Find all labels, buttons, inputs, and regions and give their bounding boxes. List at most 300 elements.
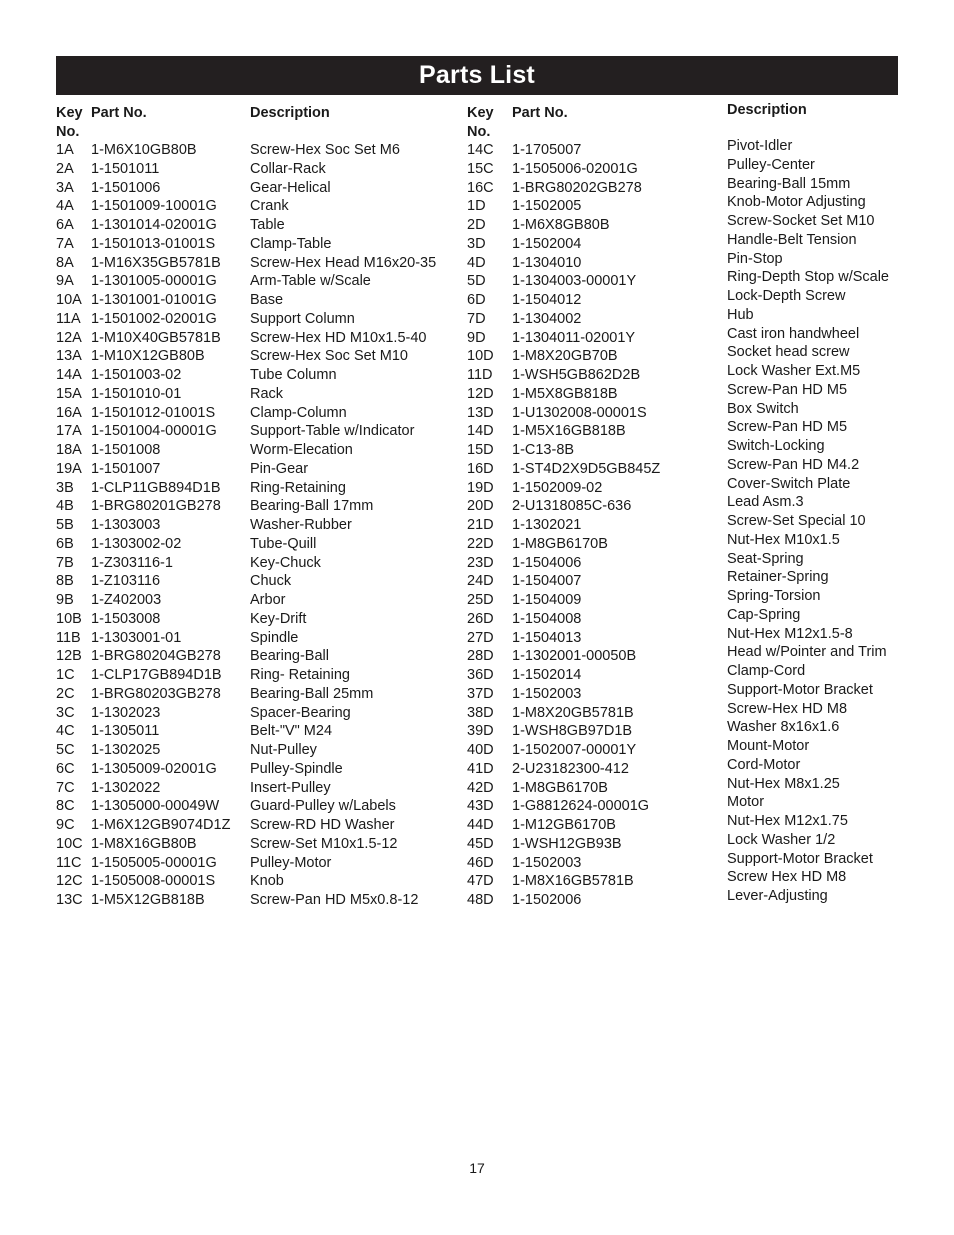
table-row bbox=[467, 816, 717, 835]
table-row bbox=[56, 685, 456, 704]
description: Screw-Socket Set M10 bbox=[727, 213, 875, 229]
description: Bearing-Ball bbox=[250, 648, 329, 665]
part-no: 1-1501012-01001S bbox=[91, 404, 216, 421]
table-row bbox=[467, 497, 717, 516]
description: Screw-Set M10x1.5-12 bbox=[250, 835, 398, 852]
key-no: 14D bbox=[467, 423, 494, 440]
title-bar bbox=[56, 56, 898, 95]
part-no: 1-1504009 bbox=[512, 592, 582, 608]
table-row bbox=[56, 704, 456, 723]
left-header-part-no: Part No. bbox=[91, 105, 147, 121]
description: Switch-Locking bbox=[727, 438, 825, 454]
part-no: 1-M8GB6170B bbox=[512, 535, 608, 552]
key-no: 6C bbox=[56, 760, 75, 777]
table-row bbox=[56, 497, 456, 516]
part-no: 1-M5X12GB818B bbox=[91, 892, 205, 908]
description: Arm-Table w/Scale bbox=[250, 273, 371, 290]
key-no: 11C bbox=[56, 854, 82, 871]
table-row bbox=[56, 835, 456, 854]
key-no: 12B bbox=[56, 648, 82, 665]
description: Nut-Pulley bbox=[250, 742, 317, 758]
part-no: 1-M5X16GB818B bbox=[512, 423, 626, 440]
key-no: 19D bbox=[467, 479, 494, 496]
part-no: 1-1504006 bbox=[512, 554, 582, 571]
part-no: 1-1501006 bbox=[91, 179, 161, 196]
description: Worm-Elecation bbox=[250, 442, 353, 458]
part-no: 1-Z402003 bbox=[91, 592, 162, 608]
part-no: 1-M8X20GB70B bbox=[512, 348, 618, 365]
part-no: 1-C13-8B bbox=[512, 442, 575, 458]
description: Gear-Helical bbox=[250, 179, 331, 196]
key-no: 9D bbox=[467, 329, 486, 346]
table-row bbox=[56, 760, 456, 779]
part-no: 1-U1302008-00001S bbox=[512, 404, 647, 421]
part-no: 1-1303002-02 bbox=[91, 535, 182, 552]
part-no: 1-WSH5GB862D2B bbox=[512, 367, 641, 383]
part-no: 1-1301001-01001G bbox=[91, 292, 217, 308]
part-no: 1-1502007-00001Y bbox=[512, 742, 637, 758]
description: Lead Asm.3 bbox=[727, 494, 804, 511]
part-no: 1-1505005-00001G bbox=[91, 854, 217, 871]
key-no: 20D bbox=[467, 498, 494, 515]
description: Screw-Hex Soc Set M10 bbox=[250, 348, 408, 365]
key-no: 2A bbox=[56, 160, 74, 177]
part-no: 1-1305009-02001G bbox=[91, 760, 217, 777]
key-no: 6A bbox=[56, 217, 74, 233]
part-no: 1-G8812624-00001G bbox=[512, 798, 650, 815]
description: Knob-Motor Adjusting bbox=[727, 194, 866, 211]
table-row bbox=[467, 610, 717, 629]
key-no: 22D bbox=[467, 535, 494, 552]
table-row bbox=[56, 479, 456, 498]
table-row bbox=[467, 647, 717, 666]
part-no: 1-1501010-01 bbox=[91, 385, 182, 402]
table-row bbox=[467, 179, 717, 198]
description: Cast iron handwheel bbox=[727, 325, 860, 342]
description: Screw-Pan HD M5x0.8-12 bbox=[250, 892, 419, 908]
part-no: 1-1303003 bbox=[91, 517, 161, 533]
key-no: 4D bbox=[467, 254, 486, 271]
table-row bbox=[56, 535, 456, 554]
part-no: 1-1501008 bbox=[91, 442, 161, 458]
key-no: 1A bbox=[56, 142, 74, 158]
description: Table bbox=[250, 217, 285, 233]
description: Pulley-Motor bbox=[250, 854, 332, 871]
part-no: 1-M6X12GB9074D1Z bbox=[91, 817, 231, 833]
table-row bbox=[56, 235, 456, 254]
part-no: 1-1502009-02 bbox=[512, 479, 603, 496]
key-no: 14C bbox=[467, 142, 494, 158]
key-no: 14A bbox=[56, 367, 82, 383]
key-no: 36D bbox=[467, 667, 494, 683]
part-no: 1-1302022 bbox=[91, 779, 161, 796]
key-no: 24D bbox=[467, 573, 494, 590]
description: Handle-Belt Tension bbox=[727, 231, 857, 248]
description: Mount-Motor bbox=[727, 738, 810, 754]
part-no: 1-M12GB6170B bbox=[512, 817, 616, 833]
table-row bbox=[56, 197, 456, 216]
key-no: 21D bbox=[467, 517, 494, 533]
part-no: 1-1304011-02001Y bbox=[512, 329, 636, 346]
part-no: 1-1502003 bbox=[512, 685, 582, 702]
description: Crank bbox=[250, 198, 289, 215]
table-row bbox=[467, 197, 717, 216]
right-header-part-no: Part No. bbox=[512, 105, 568, 121]
key-no: 7B bbox=[56, 554, 74, 571]
description: Spacer-Bearing bbox=[250, 704, 351, 721]
table-row bbox=[56, 591, 456, 610]
table-row bbox=[467, 666, 717, 685]
table-row bbox=[467, 385, 717, 404]
key-no: 1D bbox=[467, 198, 486, 215]
description: Box Switch bbox=[727, 400, 799, 417]
part-no: 1-1302021 bbox=[512, 517, 582, 533]
description: Nut-Hex M12x1.5-8 bbox=[727, 625, 853, 642]
left-header-key-no: Key No. bbox=[56, 105, 83, 140]
table-row bbox=[467, 235, 717, 254]
key-no: 18A bbox=[56, 442, 82, 458]
part-no: 1-1501009-10001G bbox=[91, 198, 217, 215]
table-row bbox=[56, 347, 456, 366]
description: Knob bbox=[250, 873, 284, 890]
part-no: 1-1304010 bbox=[512, 254, 582, 271]
part-no: 1-WSH8GB97D1B bbox=[512, 723, 633, 740]
key-no: 11A bbox=[56, 310, 81, 327]
table-row bbox=[56, 797, 456, 816]
part-no: 1-1705007 bbox=[512, 142, 582, 158]
description: Lock Washer 1/2 bbox=[727, 831, 836, 848]
description: Lock-Depth Screw bbox=[727, 288, 846, 304]
table-row bbox=[467, 835, 717, 854]
key-no: 9C bbox=[56, 817, 75, 833]
part-no: 1-M6X8GB80B bbox=[512, 217, 610, 233]
part-no: 1-1502014 bbox=[512, 667, 582, 683]
key-no: 10C bbox=[56, 835, 83, 852]
key-no: 5B bbox=[56, 517, 74, 533]
key-no: 3B bbox=[56, 479, 74, 496]
table-row bbox=[56, 816, 456, 835]
description: Screw-Hex Head M16x20-35 bbox=[250, 254, 437, 271]
table-row bbox=[56, 272, 456, 291]
table-row bbox=[467, 591, 717, 610]
description: Lever-Adjusting bbox=[727, 888, 828, 904]
key-no: 46D bbox=[467, 854, 494, 871]
table-row bbox=[56, 891, 456, 910]
part-no: 2-U1318085C-636 bbox=[512, 498, 632, 515]
key-no: 12C bbox=[56, 873, 83, 890]
part-no: 1-M8X20GB5781B bbox=[512, 704, 634, 721]
table-row bbox=[467, 741, 717, 760]
key-no: 16D bbox=[467, 460, 494, 477]
key-no: 3D bbox=[467, 235, 486, 252]
table-row bbox=[467, 554, 717, 573]
key-no: 7A bbox=[56, 235, 74, 252]
description: Washer-Rubber bbox=[250, 517, 352, 533]
part-no: 1-1502003 bbox=[512, 854, 582, 871]
part-no: 1-1504007 bbox=[512, 573, 582, 590]
key-no: 4A bbox=[56, 198, 74, 215]
description: Retainer-Spring bbox=[727, 569, 829, 586]
description: Key-Chuck bbox=[250, 554, 321, 571]
table-row bbox=[467, 160, 717, 179]
description: Cover-Switch Plate bbox=[727, 475, 851, 492]
description: Lock Washer Ext.M5 bbox=[727, 363, 861, 379]
table-row bbox=[467, 479, 717, 498]
key-no: 16C bbox=[467, 179, 494, 196]
description: Screw-Hex HD M8 bbox=[727, 700, 848, 717]
description: Screw-RD HD Washer bbox=[250, 817, 395, 833]
description: Pin-Stop bbox=[727, 250, 783, 267]
key-no: 10D bbox=[467, 348, 494, 365]
part-no: 1-M10X40GB5781B bbox=[91, 329, 221, 346]
description: Screw-Pan HD M5 bbox=[727, 381, 848, 398]
right-descriptions-list bbox=[727, 137, 927, 906]
right-header-description: Description bbox=[727, 102, 807, 118]
description: Guard-Pulley w/Labels bbox=[250, 798, 396, 815]
part-no: 1-1505006-02001G bbox=[512, 160, 638, 177]
table-row bbox=[467, 891, 717, 910]
description: Motor bbox=[727, 794, 765, 811]
table-row bbox=[56, 554, 456, 573]
description: Spindle bbox=[250, 629, 299, 646]
part-no: 1-1504008 bbox=[512, 610, 582, 627]
key-no: 28D bbox=[467, 648, 494, 665]
table-row bbox=[467, 779, 717, 798]
part-no: 1-M8GB6170B bbox=[512, 779, 608, 796]
table-row bbox=[467, 872, 717, 891]
part-no: 1-1504013 bbox=[512, 629, 582, 646]
key-no: 48D bbox=[467, 892, 494, 908]
part-no: 1-1301005-00001G bbox=[91, 273, 217, 290]
key-no: 8A bbox=[56, 254, 74, 271]
description: Pulley-Spindle bbox=[250, 760, 343, 777]
table-row bbox=[467, 329, 717, 348]
table-row bbox=[467, 535, 717, 554]
table-row bbox=[56, 666, 456, 685]
table-row bbox=[467, 797, 717, 816]
table-row bbox=[467, 404, 717, 423]
part-no: 1-CLP11GB894D1B bbox=[91, 479, 221, 496]
description: Ring-Retaining bbox=[250, 479, 346, 496]
description: Arbor bbox=[250, 592, 286, 608]
description: Ring- Retaining bbox=[250, 667, 350, 683]
table-row bbox=[467, 216, 717, 235]
description: Head w/Pointer and Trim bbox=[727, 644, 887, 661]
description: Chuck bbox=[250, 573, 292, 590]
description: Nut-Hex M8x1.25 bbox=[727, 775, 840, 792]
table-row bbox=[56, 385, 456, 404]
key-no: 44D bbox=[467, 817, 494, 833]
key-no: 39D bbox=[467, 723, 494, 740]
part-no: 1-1302023 bbox=[91, 704, 161, 721]
key-no: 9A bbox=[56, 273, 74, 290]
part-no: 1-1302025 bbox=[91, 742, 161, 758]
key-no: 8C bbox=[56, 798, 75, 815]
description: Bearing-Ball 25mm bbox=[250, 685, 374, 702]
description: Clamp-Column bbox=[250, 404, 347, 421]
description: Support-Table w/Indicator bbox=[250, 423, 415, 440]
key-no: 13C bbox=[56, 892, 83, 908]
table-row bbox=[56, 779, 456, 798]
description: Support Column bbox=[250, 310, 355, 327]
table-row bbox=[56, 516, 456, 535]
description: Support-Motor Bracket bbox=[727, 850, 873, 867]
table-row bbox=[56, 572, 456, 591]
part-no: 1-CLP17GB894D1B bbox=[91, 667, 222, 683]
table-row bbox=[467, 460, 717, 479]
description: Nut-Hex M10x1.5 bbox=[727, 531, 840, 548]
part-no: 1-1502005 bbox=[512, 198, 582, 215]
key-no: 40D bbox=[467, 742, 494, 758]
key-no: 27D bbox=[467, 629, 494, 646]
part-no: 1-1501004-00001G bbox=[91, 423, 217, 440]
part-no: 1-1505008-00001S bbox=[91, 873, 216, 890]
key-no: 6B bbox=[56, 535, 74, 552]
part-no: 1-M10X12GB80B bbox=[91, 348, 205, 365]
key-no: 12A bbox=[56, 329, 82, 346]
table-row bbox=[56, 872, 456, 891]
left-header-description: Description bbox=[250, 105, 330, 121]
part-no: 1-BRG80202GB278 bbox=[512, 179, 642, 196]
key-no: 10A bbox=[56, 292, 82, 308]
table-row bbox=[467, 291, 717, 310]
key-no: 6D bbox=[467, 292, 486, 308]
table-row bbox=[56, 329, 456, 348]
table-row bbox=[467, 704, 717, 723]
part-no: 1-1501002-02001G bbox=[91, 310, 217, 327]
description: Bearing-Ball 15mm bbox=[727, 175, 851, 192]
part-no: 1-1504012 bbox=[512, 292, 582, 308]
key-no: 9B bbox=[56, 592, 74, 608]
key-no: 1C bbox=[56, 667, 75, 683]
key-no: 7D bbox=[467, 310, 486, 327]
key-no: 16A bbox=[56, 404, 82, 421]
table-row bbox=[467, 272, 717, 291]
key-no: 15A bbox=[56, 385, 82, 402]
key-no: 10B bbox=[56, 610, 82, 627]
part-no: 1-1302001-00050B bbox=[512, 648, 637, 665]
part-no: 1-1502006 bbox=[512, 892, 582, 908]
table-row bbox=[56, 254, 456, 273]
part-no: 1-Z103116 bbox=[91, 573, 161, 590]
table-row bbox=[467, 347, 717, 366]
table-row bbox=[56, 404, 456, 423]
description: Screw Hex HD M8 bbox=[727, 869, 847, 886]
key-no: 38D bbox=[467, 704, 494, 721]
key-no: 5C bbox=[56, 742, 75, 758]
part-no: 1-1501013-01001S bbox=[91, 235, 216, 252]
key-no: 3C bbox=[56, 704, 75, 721]
key-no: 15C bbox=[467, 160, 494, 177]
description: Hub bbox=[727, 306, 754, 323]
key-no: 25D bbox=[467, 592, 494, 608]
description: Insert-Pulley bbox=[250, 779, 331, 796]
key-no: 41D bbox=[467, 760, 494, 777]
part-no: 1-1501007 bbox=[91, 460, 161, 477]
table-row bbox=[467, 629, 717, 648]
part-no: 1-Z303116-1 bbox=[91, 554, 173, 571]
description: Base bbox=[250, 292, 284, 308]
table-row bbox=[56, 460, 456, 479]
table-row bbox=[56, 366, 456, 385]
description: Screw-Pan HD M5 bbox=[727, 419, 848, 436]
right-header-key-no: Key No. bbox=[467, 105, 494, 140]
part-no: 1-BRG80204GB278 bbox=[91, 648, 221, 665]
description: Washer 8x16x1.6 bbox=[727, 719, 840, 736]
key-no: 47D bbox=[467, 873, 494, 890]
part-no: 1-WSH12GB93B bbox=[512, 835, 622, 852]
key-no: 8B bbox=[56, 573, 74, 590]
part-no: 1-BRG80203GB278 bbox=[91, 685, 221, 702]
key-no: 26D bbox=[467, 610, 494, 627]
key-no: 23D bbox=[467, 554, 494, 571]
description: Clamp-Cord bbox=[727, 663, 806, 679]
table-row bbox=[56, 741, 456, 760]
key-no: 12D bbox=[467, 385, 494, 402]
key-no: 19A bbox=[56, 460, 82, 477]
description: Pivot-Idler bbox=[727, 138, 793, 154]
table-row bbox=[467, 441, 717, 460]
table-row bbox=[56, 216, 456, 235]
page-title: Parts List bbox=[419, 61, 535, 89]
key-no: 37D bbox=[467, 685, 494, 702]
description: Nut-Hex M12x1.75 bbox=[727, 813, 848, 829]
key-no: 15D bbox=[467, 442, 494, 458]
page-number: 17 bbox=[469, 1160, 485, 1176]
description: Pin-Gear bbox=[250, 460, 309, 477]
description: Seat-Spring bbox=[727, 550, 804, 567]
description: Support-Motor Bracket bbox=[727, 681, 873, 698]
key-no: 42D bbox=[467, 779, 494, 796]
right-parts-table bbox=[467, 141, 717, 910]
part-no: 1-ST4D2X9D5GB845Z bbox=[512, 460, 661, 477]
part-no: 1-1305000-00049W bbox=[91, 798, 220, 815]
key-no: 4B bbox=[56, 498, 74, 515]
description: Key-Drift bbox=[250, 610, 307, 627]
description: Cap-Spring bbox=[727, 606, 801, 623]
key-no: 4C bbox=[56, 723, 75, 740]
key-no: 13A bbox=[56, 348, 82, 365]
table-row bbox=[467, 760, 717, 779]
description: Pulley-Center bbox=[727, 156, 815, 173]
table-row bbox=[56, 610, 456, 629]
part-no: 1-1304003-00001Y bbox=[512, 273, 637, 290]
part-no: 1-M5X8GB818B bbox=[512, 385, 618, 402]
part-no: 1-1305011 bbox=[91, 723, 160, 740]
table-row bbox=[56, 722, 456, 741]
description: Screw-Pan HD M4.2 bbox=[727, 456, 860, 473]
part-no: 1-1502004 bbox=[512, 235, 582, 252]
description: Ring-Depth Stop w/Scale bbox=[727, 269, 889, 286]
left-parts-table bbox=[56, 141, 456, 910]
part-no: 1-M8X16GB5781B bbox=[512, 873, 634, 890]
table-row bbox=[467, 422, 717, 441]
key-no: 45D bbox=[467, 835, 494, 852]
key-no: 2C bbox=[56, 685, 75, 702]
table-row bbox=[467, 685, 717, 704]
description: Socket head screw bbox=[727, 344, 850, 361]
table-row bbox=[56, 160, 456, 179]
description: Clamp-Table bbox=[250, 235, 332, 252]
part-no: 1-BRG80201GB278 bbox=[91, 498, 221, 515]
part-no: 1-1304002 bbox=[512, 310, 582, 327]
description: Collar-Rack bbox=[250, 160, 326, 177]
table-row bbox=[56, 141, 456, 160]
part-no: 1-1503008 bbox=[91, 610, 161, 627]
description: Tube-Quill bbox=[250, 535, 317, 552]
table-row bbox=[56, 422, 456, 441]
description: Cord-Motor bbox=[727, 756, 801, 773]
